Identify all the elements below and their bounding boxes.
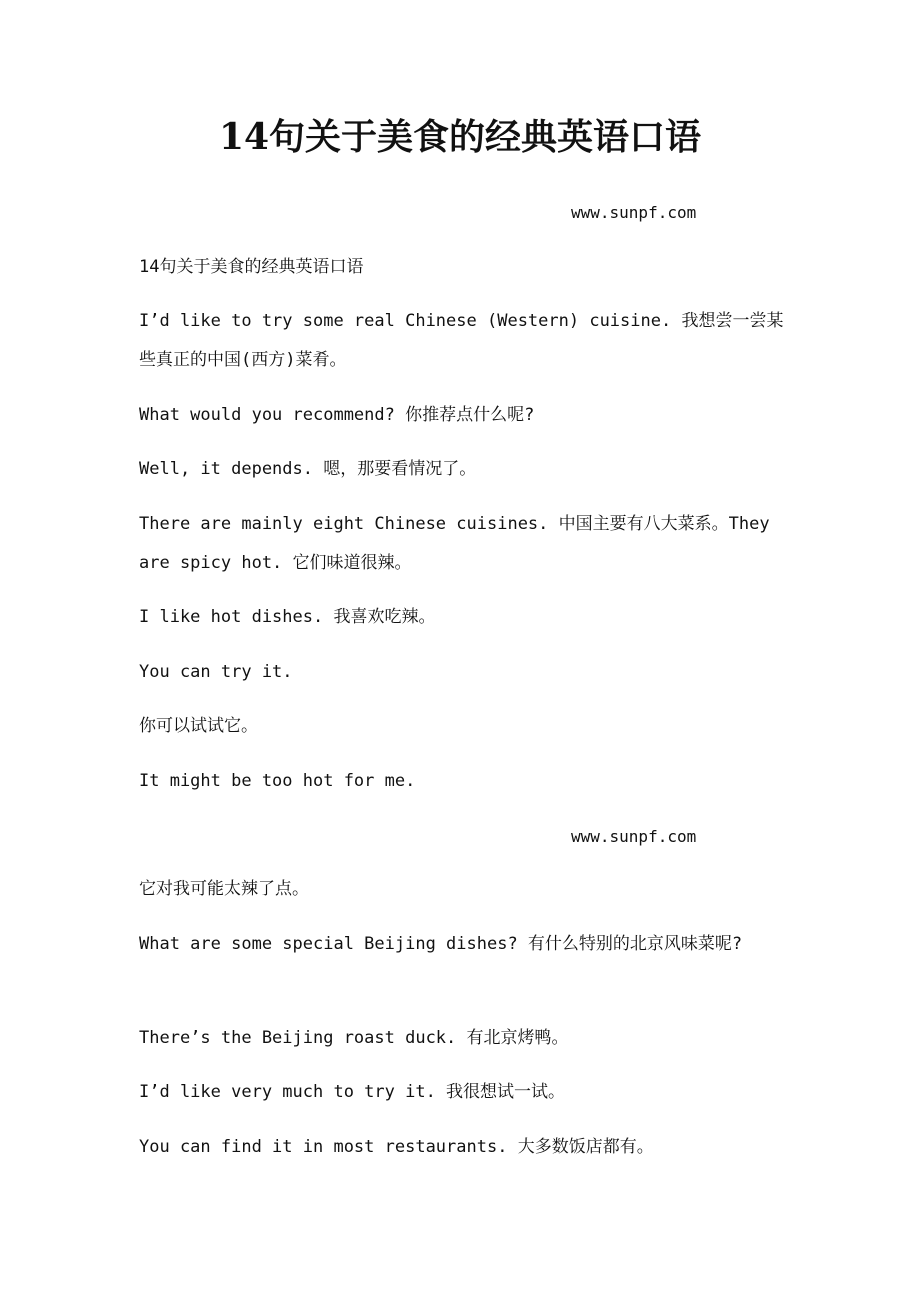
source-url-top: www.sunpf.com bbox=[571, 203, 697, 222]
document-title: 14句关于美食的经典英语口语 bbox=[218, 116, 702, 158]
paragraph-most-restaurants: You can find it in most restaurants. 大多数饭店都有。 bbox=[139, 1137, 654, 1157]
paragraph-too-hot: It might be too hot for me. bbox=[139, 771, 416, 791]
paragraph-real-cuisine: I’d like to try some real Chinese (Western) cuisine. 我想尝一尝某些真正的中国(西方)菜肴。 bbox=[139, 311, 784, 370]
paragraph-roast-duck: There’s the Beijing roast duck. 有北京烤鸭。 bbox=[139, 1028, 569, 1048]
paragraph-heading: 14句关于美食的经典英语口语 bbox=[139, 257, 364, 277]
paragraph-recommend: What would you recommend? 你推荐点什么呢? bbox=[139, 405, 535, 425]
paragraph-eight-cuisines: There are mainly eight Chinese cuisines. 中国主要有八大菜系。They are spicy hot. 它们味道很辣。 bbox=[139, 514, 770, 573]
paragraph-try-it: You can try it. bbox=[139, 662, 293, 682]
paragraph-hot-dishes: I like hot dishes. 我喜欢吃辣。 bbox=[139, 607, 436, 627]
paragraph-too-hot-cn: 它对我可能太辣了点。 bbox=[139, 879, 309, 899]
paragraph-depends: Well, it depends. 嗯，那要看情况了。 bbox=[139, 459, 477, 479]
paragraph-like-to-try: I’d like very much to try it. 我很想试一试。 bbox=[139, 1082, 566, 1102]
paragraph-beijing-dishes: What are some special Beijing dishes? 有什么特别的北京风味菜呢? bbox=[139, 934, 743, 954]
source-url-mid: www.sunpf.com bbox=[571, 827, 697, 846]
paragraph-try-it-cn: 你可以试试它。 bbox=[139, 716, 258, 736]
